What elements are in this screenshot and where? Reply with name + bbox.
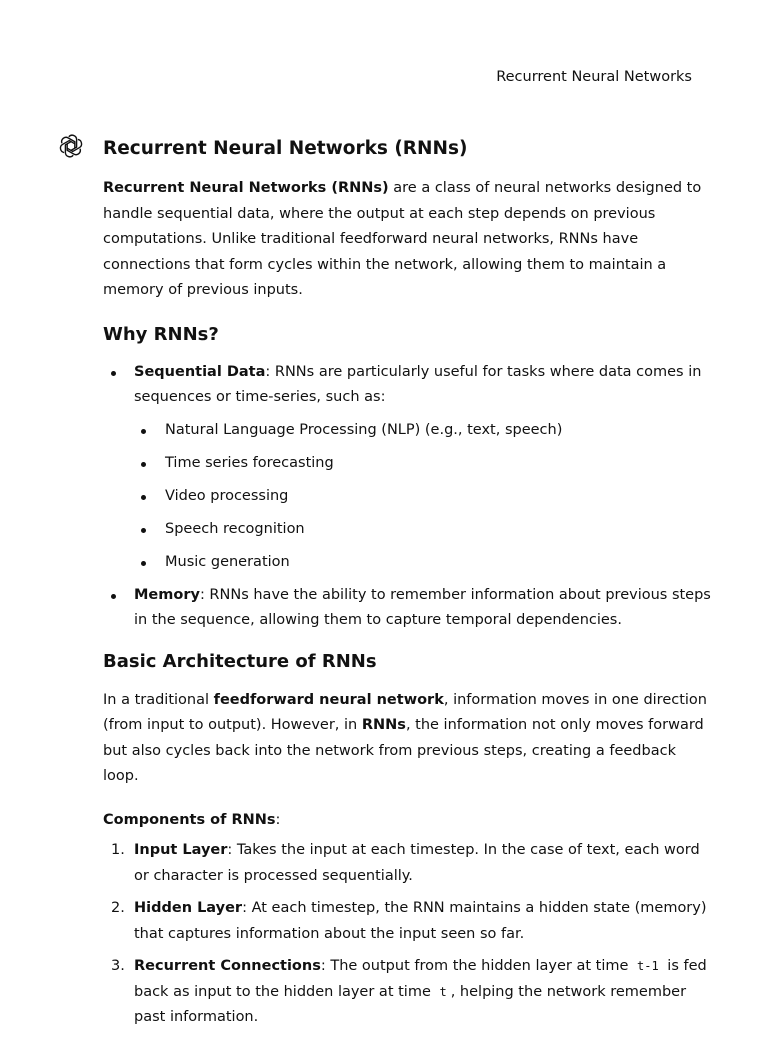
sub-list-item bbox=[134, 517, 713, 543]
sub-list-item bbox=[134, 484, 713, 510]
components-label-colon: : bbox=[275, 811, 281, 828]
bullet-icon bbox=[141, 462, 146, 467]
bullet-icon bbox=[141, 561, 146, 566]
bullet-icon bbox=[141, 528, 146, 533]
item-text: : RNNs are particularly useful for tasks where data comes in sequences or time-series, such as: bbox=[134, 363, 702, 405]
item-bold: Memory bbox=[134, 586, 200, 603]
sequential-examples-list bbox=[134, 418, 713, 576]
item-bold: Sequential Data bbox=[134, 363, 266, 380]
components-label-bold: Components of RNNs bbox=[103, 811, 276, 828]
sub-item-text: Speech recognition bbox=[165, 520, 305, 537]
sub-list-item bbox=[134, 451, 713, 477]
running-header: Recurrent Neural Networks bbox=[496, 69, 692, 85]
architecture-heading: Basic Architecture of RNNs bbox=[103, 650, 377, 672]
sub-item-text: Time series forecasting bbox=[165, 454, 334, 471]
why-list bbox=[103, 360, 713, 634]
sub-item-text: Natural Language Processing (NLP) (e.g., text, speech) bbox=[165, 421, 563, 438]
list-item-memory bbox=[103, 583, 713, 634]
components-label bbox=[103, 808, 713, 834]
document-content bbox=[103, 136, 713, 1038]
component-recurrent-connections bbox=[103, 954, 713, 1031]
inline-code: t bbox=[439, 984, 447, 999]
list-number: 3. bbox=[111, 958, 125, 974]
item-bold: Input Layer bbox=[134, 842, 228, 858]
component-hidden-layer bbox=[103, 896, 713, 947]
item-bold: Hidden Layer bbox=[134, 900, 243, 916]
para-text: , the information not only moves forward but also cycles back into the network from previous steps, creating a feedback loop. bbox=[103, 717, 704, 784]
item-text: , helping the network remember past information. bbox=[134, 983, 687, 1025]
item-text: : Takes the input at each timestep. In the case of text, each word or character is processed sequentially. bbox=[134, 842, 700, 884]
components-list bbox=[103, 838, 713, 1031]
item-bold: Recurrent Connections bbox=[134, 958, 321, 974]
para-text: , information moves in one direction (from input to output). However, in bbox=[103, 691, 707, 733]
list-item-sequential-data bbox=[103, 360, 713, 576]
sub-list-item bbox=[134, 550, 713, 576]
item-text: is fed back as input to the hidden layer at time bbox=[134, 958, 707, 1000]
inline-code: t-1 bbox=[637, 959, 659, 973]
para-text: In a traditional bbox=[103, 691, 214, 708]
intro-text: are a class of neural networks designed to handle sequential data, where the output at each step depends on previous computations. Unlike traditional feedforward neural networks, RNNs have connections that form cycles within the network, allowing them to maintain a memory of previous inputs. bbox=[103, 180, 702, 298]
bullet-icon bbox=[141, 429, 146, 434]
item-text: : RNNs have the ability to remember information about previous steps in the sequence, allowing them to capture temporal dependencies. bbox=[134, 586, 711, 628]
para-bold: feedforward neural network bbox=[213, 691, 444, 708]
why-heading: Why RNNs? bbox=[103, 323, 219, 345]
bullet-icon bbox=[111, 371, 116, 376]
sub-item-text: Music generation bbox=[165, 553, 290, 570]
bullet-icon bbox=[141, 495, 146, 500]
bullet-icon bbox=[111, 594, 116, 599]
component-input-layer bbox=[103, 838, 713, 889]
intro-paragraph bbox=[103, 176, 713, 304]
para-bold: RNNs bbox=[361, 717, 406, 733]
sub-list-item bbox=[134, 418, 713, 444]
page-title: Recurrent Neural Networks (RNNs) bbox=[103, 138, 468, 159]
sub-item-text: Video processing bbox=[165, 487, 289, 504]
architecture-paragraph bbox=[103, 688, 713, 790]
openai-knot-icon bbox=[59, 134, 83, 158]
intro-bold-lead: Recurrent Neural Networks (RNNs) bbox=[103, 180, 389, 196]
list-number: 2. bbox=[111, 900, 125, 916]
item-text: : At each timestep, the RNN maintains a hidden state (memory) that captures information about the input seen so far. bbox=[134, 900, 707, 942]
item-text: : The output from the hidden layer at time bbox=[320, 958, 634, 974]
list-number: 1. bbox=[111, 842, 125, 858]
